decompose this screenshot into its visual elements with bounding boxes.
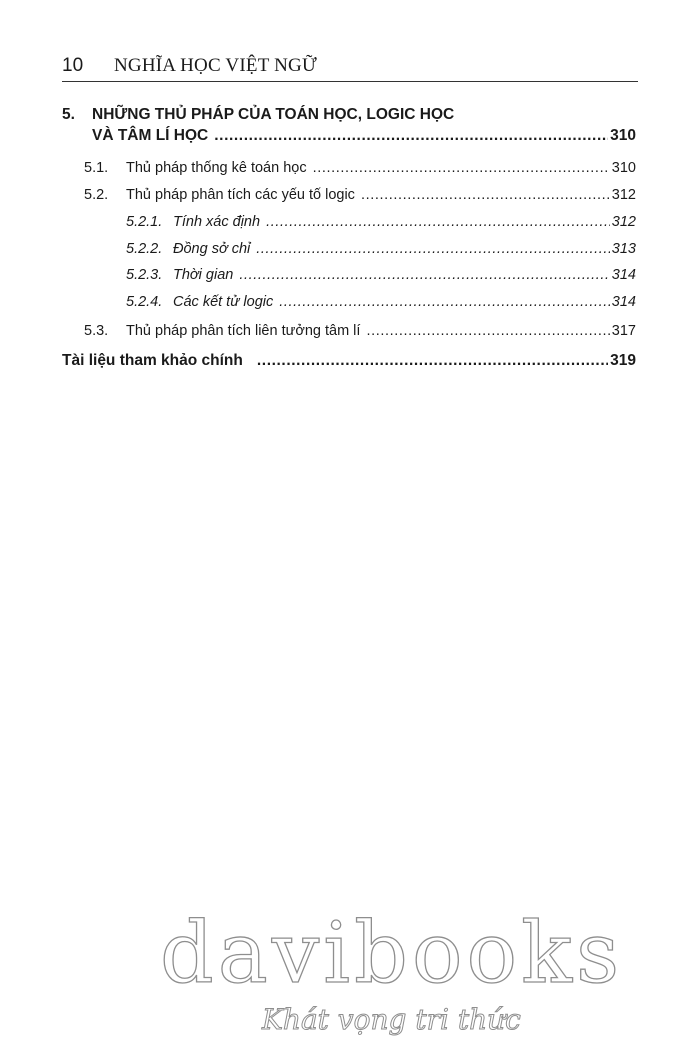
leader-dots [257, 352, 608, 370]
page-header [62, 55, 638, 81]
page-number: 10 [62, 55, 84, 76]
watermark-slogan: Khát vọng tri thức [262, 1003, 521, 1036]
page-ref: 314 [611, 294, 636, 310]
page-ref: 317 [611, 323, 636, 339]
section-title-line2: VÀ TÂM LÍ HỌC [92, 127, 209, 144]
entry-code: 5.2.3. [126, 267, 163, 283]
entry-code: 5.3. [84, 323, 109, 339]
toc-entry-5-3 [62, 323, 636, 352]
entry-label: Các kết tử logic [173, 294, 274, 310]
header-rule [62, 81, 638, 82]
entry-code: 5.2.1. [126, 214, 163, 230]
entry-label: Thời gian [173, 267, 234, 283]
toc-section-5-line1 [62, 104, 636, 126]
section-number: 5. [62, 106, 75, 123]
page-ref: 319 [610, 352, 636, 369]
leader-dots [313, 160, 610, 176]
toc-entry-5-1 [62, 160, 636, 187]
toc-references [62, 352, 636, 380]
entry-label: Thủ pháp phân tích liên tưởng tâm lí [126, 323, 361, 339]
leader-dots [266, 214, 610, 230]
toc-section-5-line2 [62, 127, 636, 153]
entry-label: Thủ pháp thống kê toán học [126, 160, 307, 176]
page-ref: 314 [611, 267, 636, 283]
toc-entry-5-2-3 [62, 267, 636, 294]
leader-dots [361, 187, 610, 203]
leader-dots [256, 241, 610, 257]
watermark-brand: davibooks [160, 904, 624, 1002]
entry-code: 5.2.2. [126, 241, 163, 257]
running-title: NGHĨA HỌC VIỆT NGỮ [114, 55, 317, 76]
toc-entry-5-2-2 [62, 241, 636, 267]
leader-dots [239, 267, 609, 283]
section-title-line1: NHỮNG THỦ PHÁP CỦA TOÁN HỌC, LOGIC HỌC [92, 106, 455, 123]
references-label: Tài liệu tham khảo chính [62, 352, 243, 369]
entry-code: 5.1. [84, 160, 109, 176]
entry-label: Đồng sở chỉ [173, 241, 251, 257]
page-ref: 310 [611, 160, 636, 176]
page-ref: 313 [611, 241, 636, 257]
page-ref: 312 [611, 187, 636, 203]
toc-entry-5-2 [62, 187, 636, 214]
entry-label: Tính xác định [173, 214, 261, 230]
entry-label: Thủ pháp phân tích các yếu tố logic [126, 187, 355, 203]
toc-entry-5-2-1 [62, 214, 636, 241]
leader-dots [366, 323, 609, 339]
entry-code: 5.2.4. [126, 294, 163, 310]
leader-dots [214, 127, 608, 145]
entry-code: 5.2. [84, 187, 109, 203]
leader-dots [279, 294, 610, 310]
table-of-contents [62, 104, 636, 380]
page-ref: 310 [610, 127, 636, 144]
page-ref: 312 [611, 214, 636, 230]
toc-entry-5-2-4 [62, 294, 636, 323]
